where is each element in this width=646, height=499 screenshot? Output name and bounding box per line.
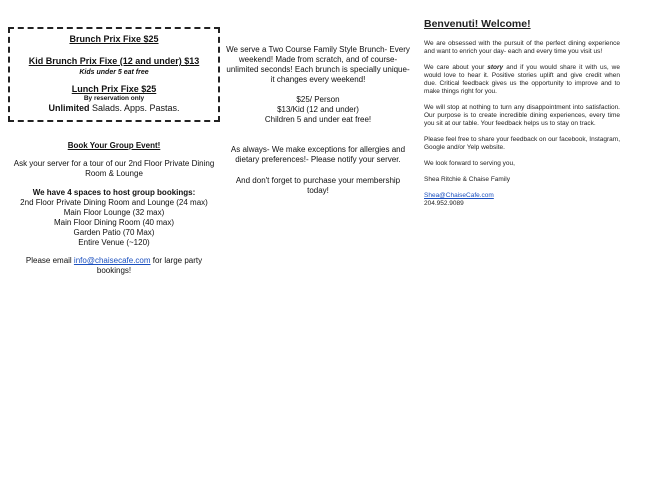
story-word: story <box>487 64 504 71</box>
price-kid: $13/Kid (12 and under) <box>277 105 359 114</box>
contact-phone: 204.952.9089 <box>424 200 464 207</box>
list-item: 2nd Floor Private Dining Room and Lounge (24 max) <box>20 198 208 207</box>
kid-brunch-prix-fixe: Kid Brunch Prix Fixe (12 and under) $13 <box>28 56 200 66</box>
contact-email-link[interactable]: Shea@ChaiseCafe.com <box>424 192 494 199</box>
paragraph-story <box>424 64 620 96</box>
email-note-pre: Please email <box>25 256 74 265</box>
price-person: $25/ Person <box>296 95 340 104</box>
paragraph-feedback: Please feel free to share your feedback on our facebook, Instagram, Google and/or Yelp website. <box>424 136 620 151</box>
list-item: Garden Patio (70 Max) <box>73 228 155 237</box>
middle-column <box>224 0 412 196</box>
group-text: Ask your server for a tour of our 2nd Floor Private Dining Room & Lounge <box>13 159 215 178</box>
membership-note: And don't forget to purchase your membership today! <box>235 176 401 195</box>
left-column <box>8 0 220 276</box>
list-item: Main Floor Lounge (32 max) <box>63 208 165 217</box>
spaces-heading: We have 4 spaces to host group bookings: <box>32 188 196 197</box>
reservation-note: By reservation only <box>83 95 145 102</box>
paragraph-stop: We will stop at nothing to turn any disappointment into satisfaction. Our purpose is to create incredible dining experiences, every time you sit at our table. Your feedback helps us to stay on track. <box>424 104 620 127</box>
paragraph-obsessed: We are obsessed with the pursuit of the perfect dining experience and want to enrich your day- each and every time you visit us! <box>424 40 620 55</box>
email-note-post: for large party bookings! <box>96 256 203 275</box>
unlimited-line <box>16 103 212 114</box>
allergies-note: As always- We make exceptions for allergies and dietary preferences!- Please notify your server. <box>230 145 406 164</box>
prix-fixe-box <box>8 27 220 122</box>
brunch-prix-fixe: Brunch Prix Fixe $25 <box>69 34 159 44</box>
story-pre: We care about your <box>424 64 488 71</box>
unlimited-items: Salads. Apps. Pastas. <box>89 103 180 113</box>
contact-email <box>424 192 620 200</box>
signature: Shea Ritchie & Chaise Family <box>424 176 510 183</box>
paragraph-look-forward: We look forward to serving you, <box>424 160 515 167</box>
brunch-intro: We serve a Two Course Family Style Brunch- Every weekend! Made from scratch, and of course- unlimited seconds! Each brunch is specially unique- it changes every weekend! <box>226 45 410 84</box>
welcome-title: Benvenuti! Welcome! <box>424 18 531 30</box>
list-item: Entire Venue (~120) <box>78 238 150 247</box>
kids-free-note: Kids under 5 eat free <box>79 69 149 76</box>
story-post: and if you would share it with us, we would love to hear it. Positive stories uplift and give credit when due. Critical feedback gives us the opportunity to improve and to make things right for you. <box>424 64 620 95</box>
right-column <box>424 0 620 208</box>
group-heading: Book Your Group Event! <box>67 141 161 150</box>
list-item: Main Floor Dining Room (40 max) <box>53 218 175 227</box>
unlimited-word: Unlimited <box>48 103 90 113</box>
email-note <box>8 256 220 276</box>
email-link[interactable]: info@chaisecafe.com <box>73 256 151 265</box>
spaces-list <box>8 198 220 248</box>
lunch-prix-fixe: Lunch Prix Fixe $25 <box>71 84 157 94</box>
price-children: Children 5 and under eat free! <box>264 115 372 124</box>
